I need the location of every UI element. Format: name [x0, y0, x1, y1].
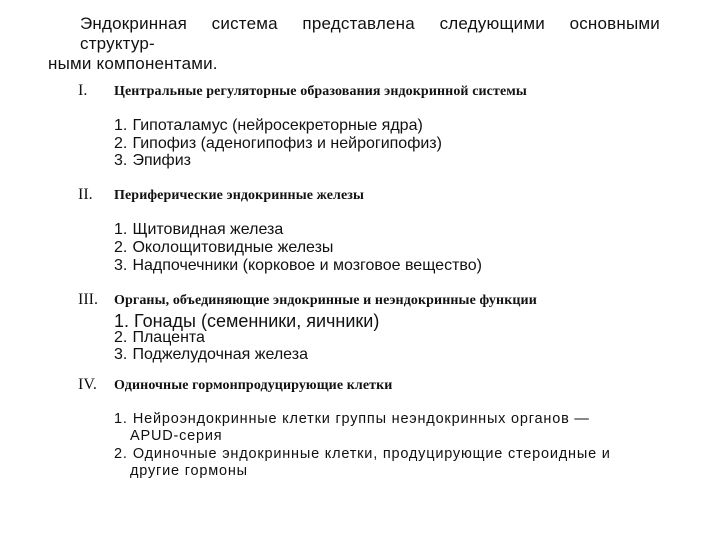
item-number: 3.	[114, 152, 128, 169]
section-4-heading: Одиночные гормонпродуцирующие клетки	[114, 378, 393, 393]
section-4-item-1	[114, 411, 590, 427]
section-2-item-2	[114, 239, 333, 257]
item-text: Щитовидная железа	[132, 221, 284, 238]
section-3-item-3	[114, 346, 308, 364]
section-3-heading: Органы, объединяющие эндокринные и неэндокринные функции	[114, 293, 537, 308]
item-number: 2.	[114, 446, 128, 462]
section-3-item-2	[114, 329, 205, 347]
section-1-item-1	[114, 117, 423, 135]
item-number: 2.	[114, 329, 128, 346]
section-3-numeral: III.	[78, 291, 98, 308]
item-text: Гипофиз (аденогипофиз и нейрогипофиз)	[132, 135, 442, 152]
item-number: 1.	[114, 311, 130, 331]
section-1-heading: Центральные регуляторные образования эндокринной системы	[114, 84, 527, 99]
item-text: Поджелудочная железа	[132, 346, 308, 363]
item-number: 2.	[114, 239, 128, 256]
item-text: Плацента	[132, 329, 205, 346]
item-text-line-1: Одиночные эндокринные клетки, продуцирующие стероидные и	[132, 446, 611, 462]
section-1-numeral: I.	[78, 82, 88, 99]
item-number: 1.	[114, 411, 128, 427]
section-2-heading: Периферические эндокринные железы	[114, 188, 365, 203]
section-4-item-1-continued	[130, 428, 222, 444]
intro-paragraph	[48, 14, 660, 74]
item-number: 3.	[114, 257, 128, 274]
item-number: 1.	[114, 117, 128, 134]
section-4-numeral: IV.	[78, 376, 97, 393]
section-4-item-2-continued	[130, 463, 248, 479]
section-2-item-3	[114, 257, 482, 275]
section-2-item-1	[114, 221, 283, 239]
section-1-item-2	[114, 135, 442, 153]
item-number: 1.	[114, 221, 128, 238]
item-text: Гипоталамус (нейросекреторные ядра)	[132, 117, 423, 134]
intro-line-2: ными компонентами.	[48, 54, 218, 73]
item-number: 3.	[114, 346, 128, 363]
item-text-line-1: Нейроэндокринные клетки группы неэндокринных органов —	[132, 411, 590, 427]
intro-line-1: Эндокринная система представлена следующими основными структур-	[80, 14, 660, 53]
item-text-line-2: другие гормоны	[130, 463, 248, 479]
section-1-item-3	[114, 152, 191, 170]
item-number: 2.	[114, 135, 128, 152]
item-text: Надпочечники (корковое и мозговое вещество)	[132, 257, 482, 274]
item-text: Эпифиз	[132, 152, 191, 169]
item-text-line-2: APUD-серия	[130, 428, 223, 444]
item-text: Гонады (семенники, яичники)	[134, 311, 380, 331]
item-text: Околощитовидные железы	[132, 239, 334, 256]
section-4-item-2	[114, 446, 611, 462]
section-2-numeral: II.	[78, 186, 93, 203]
